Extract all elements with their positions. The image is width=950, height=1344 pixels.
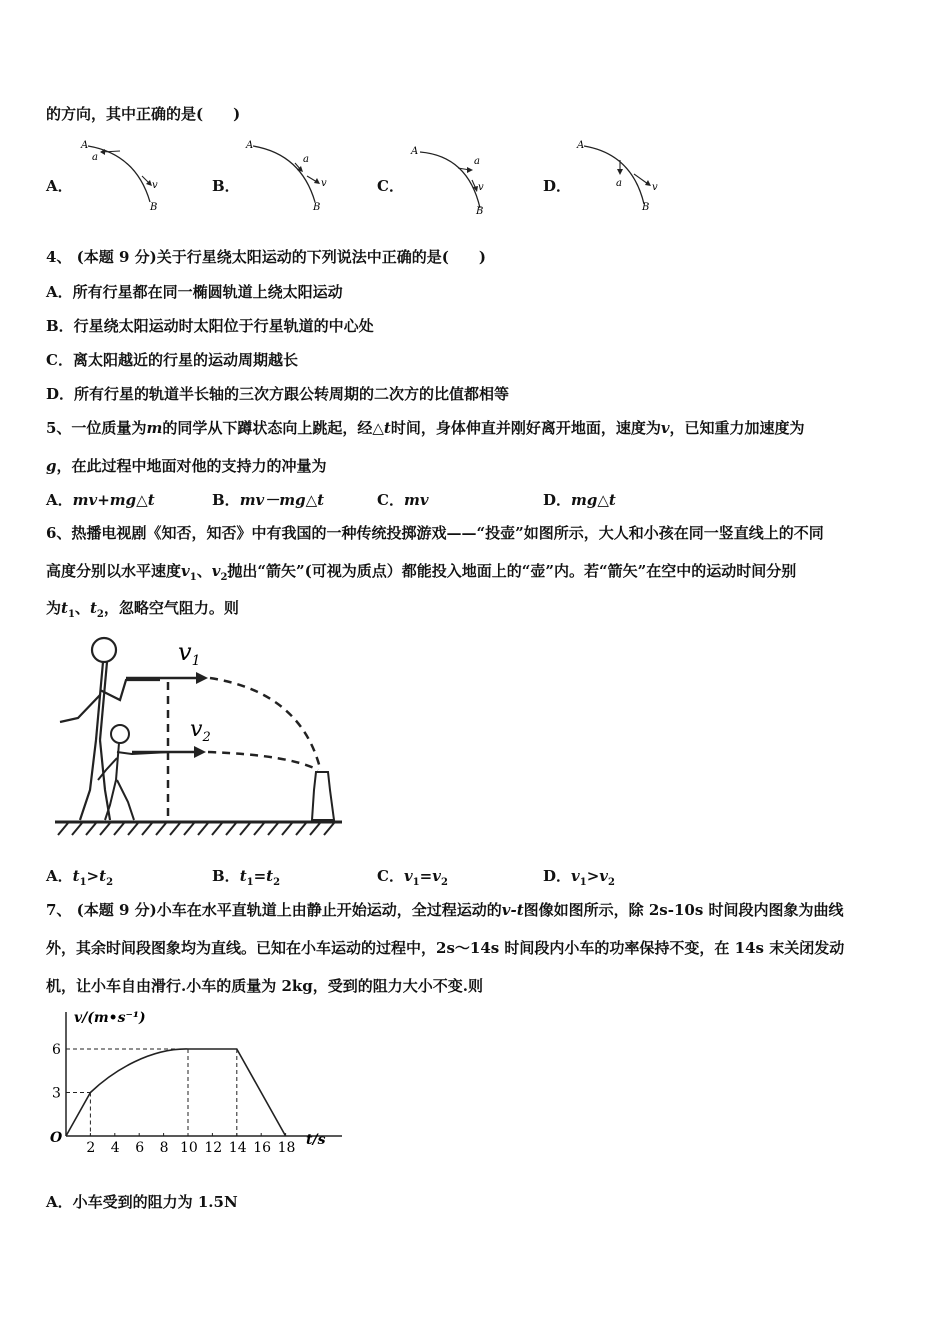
q5-option-a: A．mv+mg△t [46, 491, 155, 509]
x-tick-label: 18 [277, 1140, 296, 1156]
accel-label: a [616, 178, 622, 189]
q6-option-a: A．$t_1>t_2$ [46, 867, 114, 888]
q5-line-1: 5、一位质量为m的同学从下蹲状态向上跳起，经△t时间，身体伸直并刚好离开地面，速度为v，已知重力加速度为 [46, 419, 805, 437]
intro-tail: 的方向，其中正确的是( ) [46, 105, 241, 123]
y-tick-label: 3 [52, 1085, 61, 1102]
accel-label: a [303, 154, 309, 165]
velocity-label: v [652, 182, 658, 193]
q6-line-2: 高度分别以水平速度$v_1$、$v_2$抛出“箭矢”(可视为质点）都能投入地面上的“壶”内。若“箭矢”在空中的运动时间分别 [46, 562, 797, 583]
q6-option-b: B．$t_1=t_2$ [212, 867, 281, 888]
x-tick-label: 8 [159, 1140, 169, 1156]
point-b-label: B [642, 202, 650, 213]
q3-figure-c [408, 142, 508, 220]
v2-label: $v_2$ [190, 717, 211, 745]
velocity-label: v [478, 182, 484, 193]
q4-option-d: D．所有行星的轨道半长轴的三次方跟公转周期的二次方的比值都相等 [46, 385, 510, 403]
accel-label: a [92, 152, 98, 163]
q3-figure-d [574, 138, 674, 216]
q6-line-1: 6、热播电视剧《知否，知否》中有我国的一种传统投掷游戏——“投壶”如图所示，大人和小孩在同一竖直线上的不同 [46, 524, 824, 542]
q4-option-c: C．离太阳越近的行星的运动周期越长 [46, 351, 298, 369]
pot [312, 772, 334, 820]
guide-lines [66, 1049, 237, 1136]
origin-label: O [50, 1130, 63, 1146]
ground-hatching [58, 823, 334, 835]
velocity-label: v [152, 180, 158, 191]
x-tick-label: 2 [86, 1140, 96, 1156]
q5-option-c: C．mv [377, 491, 429, 509]
q7-option-a: A．小车受到的阻力为 1.5N [46, 1193, 238, 1211]
x-tick-label: 14 [228, 1140, 247, 1156]
point-a-label: A [81, 140, 89, 151]
q3-option-a-label: A． [46, 177, 73, 195]
accel-label: a [474, 156, 480, 167]
point-a-label: A [577, 140, 585, 151]
point-a-label: A [246, 140, 254, 151]
velocity-series-line [66, 1049, 286, 1136]
adult-figure [60, 638, 160, 820]
q5-option-b: B．mv－mg△t [212, 491, 325, 509]
q3-option-b-label: B． [212, 177, 240, 195]
q4-option-b: B．行星绕太阳运动时太阳位于行星轨道的中心处 [46, 317, 374, 335]
q3-figure-a [78, 138, 178, 216]
q4-option-a: A．所有行星都在同一椭圆轨道上绕太阳运动 [46, 283, 343, 301]
velocity-label: v [321, 178, 327, 189]
point-b-label: B [150, 202, 158, 213]
q3-figure-b [243, 138, 343, 216]
q6-option-c: C．$v_1=v_2$ [377, 867, 448, 888]
x-axis-label: t/s [306, 1132, 326, 1148]
child-figure [98, 725, 170, 820]
point-a-label: A [411, 146, 419, 157]
trajectory-2 [208, 752, 318, 770]
q7-line-2: 外，其余时间段图象均为直线。已知在小车运动的过程中，2s～14s 时间段内小车的功率保持不变，在 14s 末关闭发动 [46, 939, 845, 957]
point-b-label: B [313, 202, 321, 213]
x-tick-label: 4 [110, 1140, 120, 1156]
q6-line-3: 为$t_1$、$t_2$，忽略空气阻力。则 [46, 599, 239, 620]
x-tick-label: 10 [180, 1140, 198, 1156]
q5-line-2: g，在此过程中地面对他的支持力的冲量为 [46, 457, 327, 475]
q3-option-c-label: C． [377, 177, 404, 195]
x-tick-label: 16 [253, 1140, 272, 1156]
point-b-label: B [476, 206, 484, 217]
y-tick-label: 6 [52, 1042, 61, 1058]
q4-stem: 4、 (本题 9 分)关于行星绕太阳运动的下列说法中正确的是( ) [46, 248, 486, 266]
trajectory-1 [210, 678, 320, 768]
y-axis-label: v/(m•s⁻¹) [74, 1010, 146, 1026]
q6-option-d: D．$v_1>v_2$ [543, 867, 615, 888]
x-tick-label: 6 [135, 1140, 145, 1156]
q7-line-3: 机，让小车自由滑行.小车的质量为 2kg，受到的阻力大小不变.则 [46, 977, 483, 995]
vt-chart [44, 1004, 344, 1154]
x-tick-label: 12 [204, 1140, 223, 1156]
v1-label: $v_1$ [178, 638, 201, 669]
q5-option-d: D．mg△t [543, 491, 616, 509]
tick-labels [52, 1042, 295, 1156]
q6-figure [50, 630, 350, 845]
q3-option-d-label: D． [543, 177, 572, 195]
q7-line-1: 7、 (本题 9 分)小车在水平直轨道上由静止开始运动，全过程运动的v-t图像如图所示，除 2s-10s 时间段内图象为曲线 [46, 901, 844, 919]
